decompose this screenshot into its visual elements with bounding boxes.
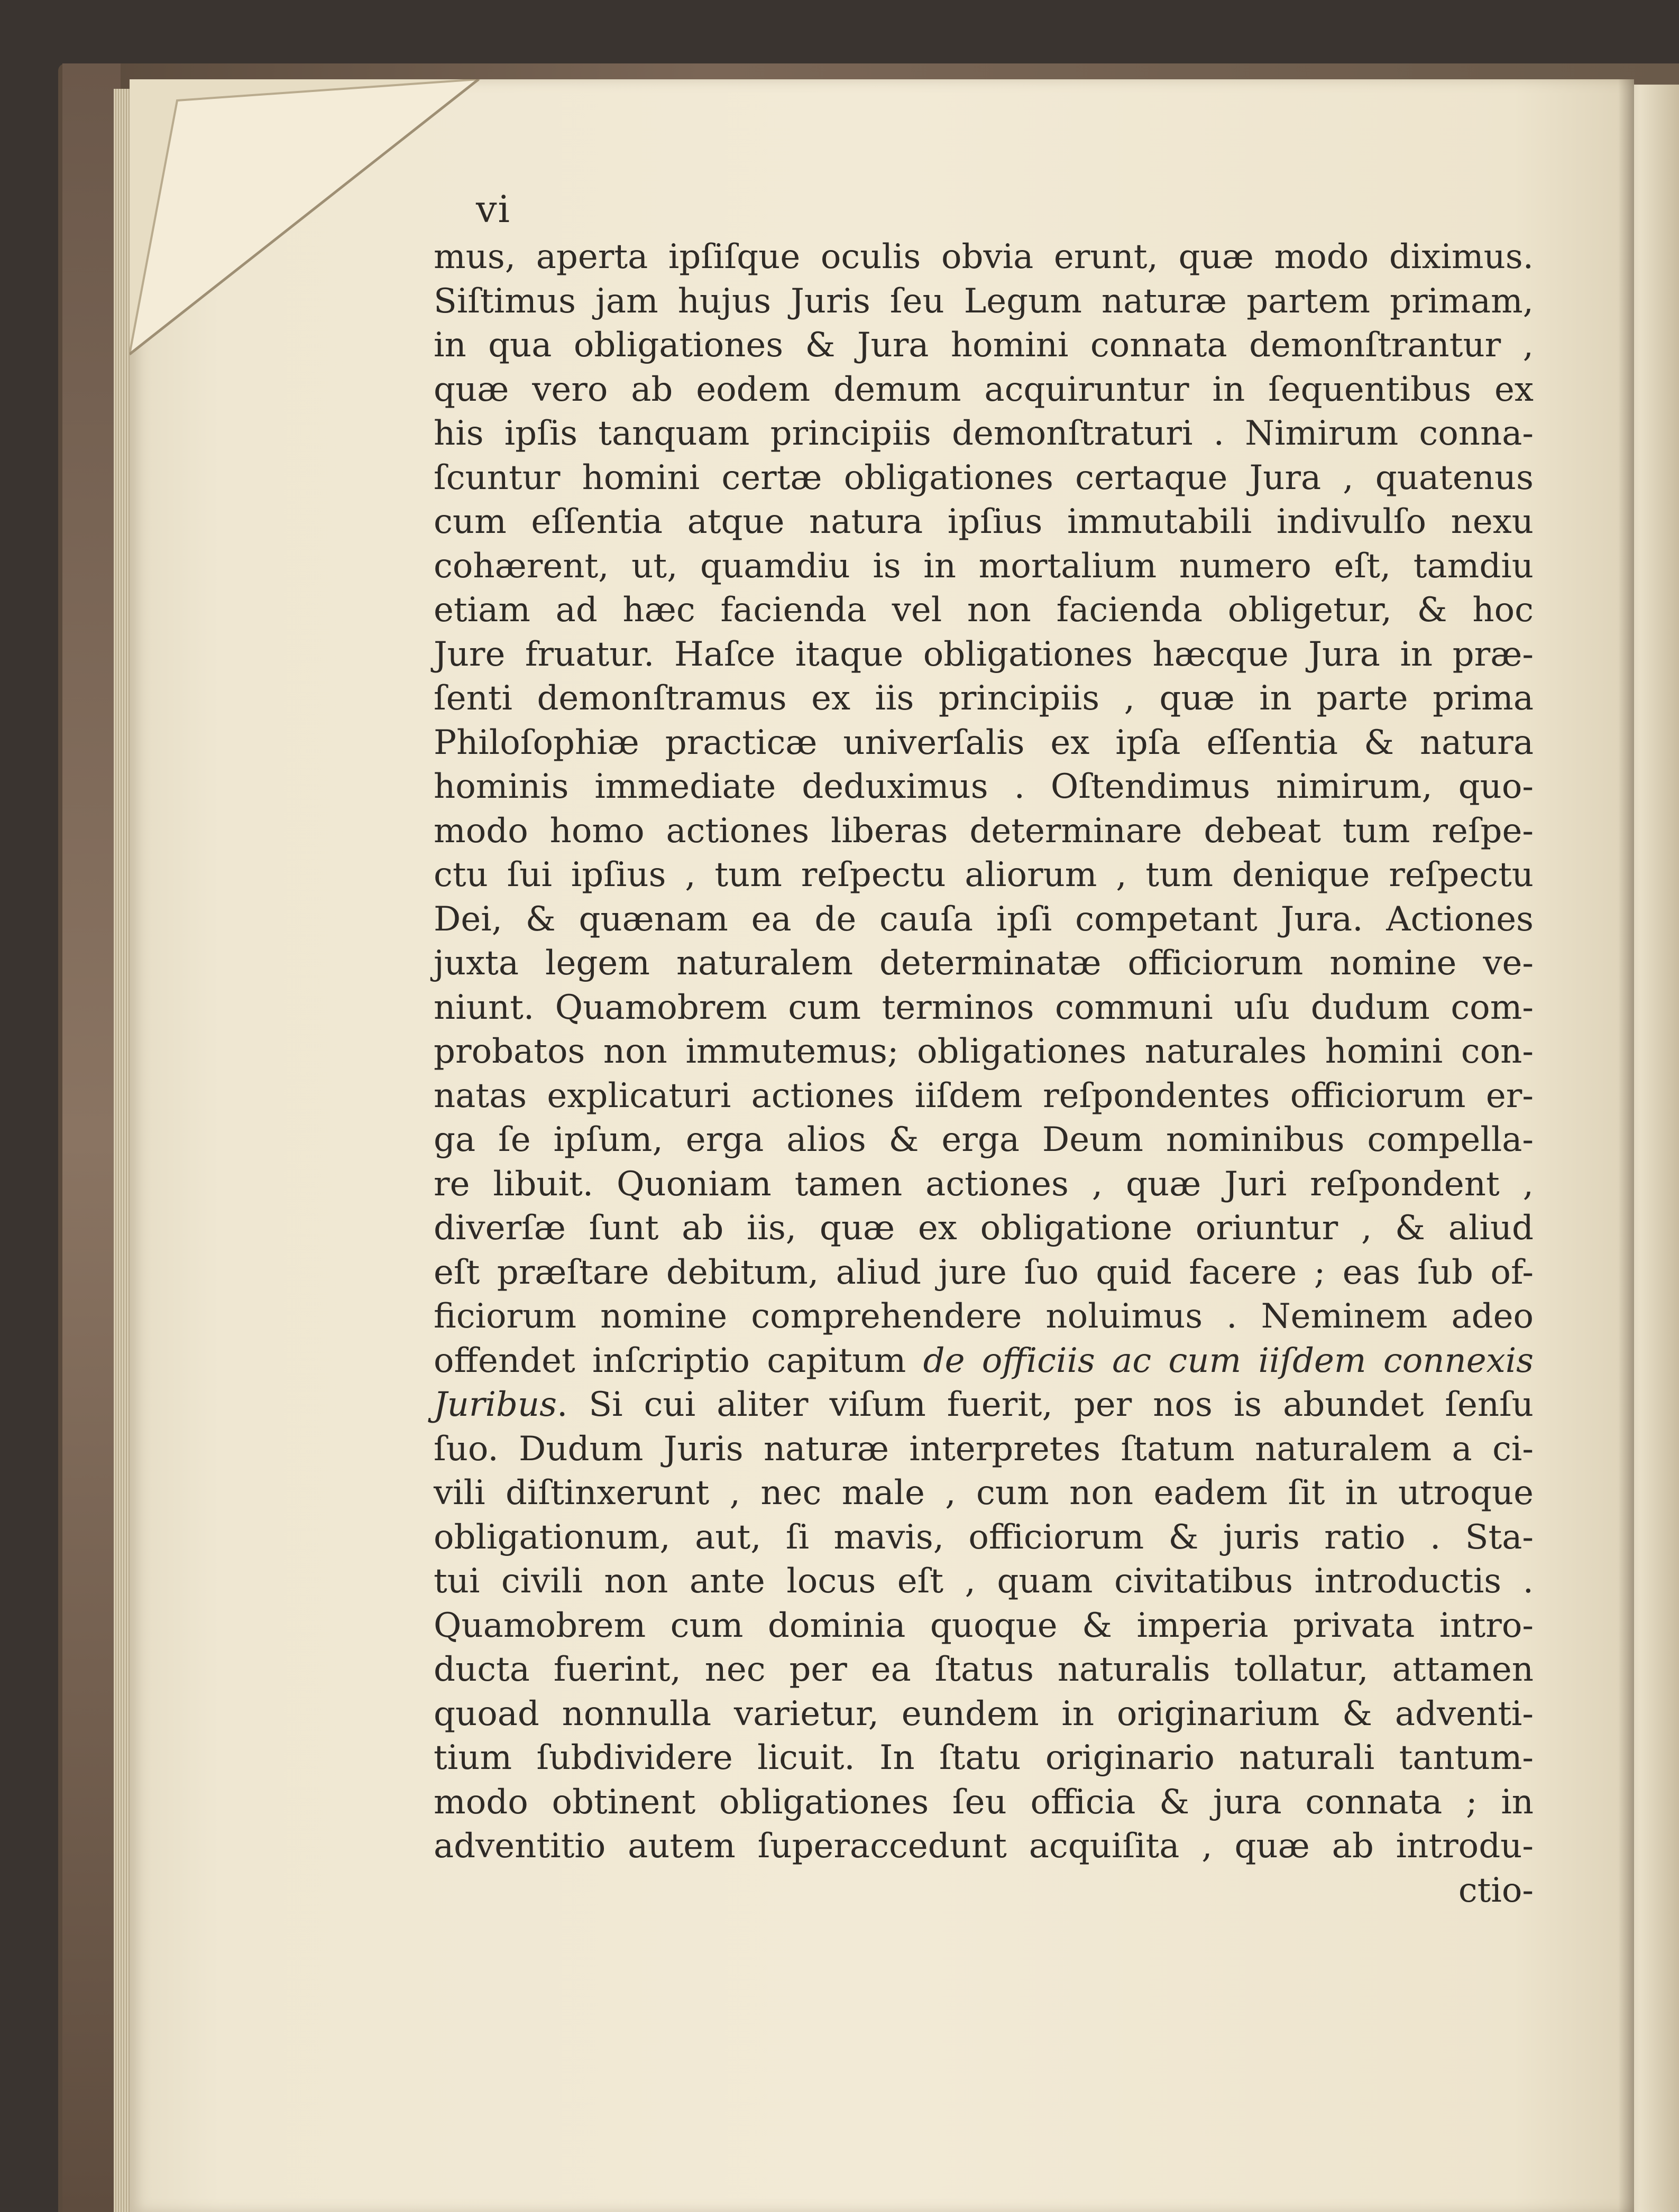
page-number: vi [476, 188, 511, 231]
text-line: Quamobrem cum dominia quoque & imperia privata intro- [434, 1606, 1534, 1645]
text-line: his ipſis tanquam principiis demonſtraturi . Nimirum conna- [434, 414, 1534, 453]
binding-edge [62, 63, 121, 2212]
text-line: tium ſubdividere licuit. In ſtatu originario naturali tantum- [434, 1738, 1534, 1777]
catchword: ctio- [1458, 1870, 1534, 1910]
text-line: Dei, & quænam ea de cauſa ipſi competant Jura. Actiones [434, 899, 1534, 939]
text-line: vili diſtinxerunt , nec male , cum non eadem ſit in utroque [434, 1473, 1534, 1513]
text-line: Philoſophiæ practicæ univerſalis ex ipſa eſſentia & natura [434, 723, 1534, 762]
text-line-with-italic [434, 1383, 1534, 1427]
text-line: ctu ſui ipſius , tum reſpectu aliorum , tum denique reſpectu [434, 855, 1534, 895]
text-line: diverſæ ſunt ab iis, quæ ex obligatione oriuntur , & aliud [434, 1209, 1534, 1248]
text-line: ſenti demonſtramus ex iis principiis , quæ in parte prima [434, 679, 1534, 718]
text-line: probatos non immutemus; obligationes naturales homini con- [434, 1032, 1534, 1071]
text-line: cum eſſentia atque natura ipſius immutabili indivulſo nexu [434, 502, 1534, 541]
text-line: eſt præſtare debitum, aliud jure ſuo quid facere ; eas ſub of- [434, 1252, 1534, 1292]
text-line: quoad nonnulla varietur, eundem in originarium & adventi- [434, 1694, 1534, 1734]
text-line: mus, aperta ipſiſque oculis obvia erunt, quæ modo diximus. [434, 237, 1534, 276]
text-run: offendet inſcriptio capitum [434, 1341, 923, 1380]
italic-title: de officiis ac cum iiſdem connexis [923, 1341, 1534, 1380]
text-line: modo obtinent obligationes ſeu officia & jura connata ; in [434, 1782, 1534, 1822]
text-line-with-italic [434, 1339, 1534, 1384]
page-stack-edge [114, 89, 130, 2212]
text-line: modo homo actiones liberas determinare debeat tum reſpe- [434, 811, 1534, 851]
text-line: in qua obligationes & Jura homini connata demonſtrantur , [434, 326, 1534, 365]
text-line: ſuo. Dudum Juris naturæ interpretes ſtatum naturalem a ci- [434, 1429, 1534, 1469]
italic-title: Juribus [434, 1385, 557, 1424]
gutter-shadow [1618, 79, 1634, 2212]
text-line: ſcuntur homini certæ obligationes certaque Jura , quatenus [434, 458, 1534, 497]
text-line: re libuit. Quoniam tamen actiones , quæ Juri reſpondent , [434, 1164, 1534, 1204]
text-line: juxta legem naturalem determinatæ officiorum nomine ve- [434, 944, 1534, 983]
text-line: cohærent, ut, quamdiu is in mortalium numero eſt, tamdiu [434, 546, 1534, 586]
text-line: ducta fuerint, nec per ea ſtatus naturalis tollatur, attamen [434, 1650, 1534, 1689]
text-line: natas explicaturi actiones iiſdem reſpondentes officiorum er- [434, 1076, 1534, 1116]
text-line: tui civili non ante locus eſt , quam civitatibus introductis . [434, 1562, 1534, 1601]
text-line: ficiorum nomine comprehendere noluimus . Neminem adeo [434, 1297, 1534, 1336]
text-line: Jure fruatur. Haſce itaque obligationes hæcque Jura in præ- [434, 634, 1534, 674]
text-line: quæ vero ab eodem demum acquiruntur in ſequentibus ex [434, 370, 1534, 409]
text-line: niunt. Quamobrem cum terminos communi uſu dudum com- [434, 988, 1534, 1027]
text-line: etiam ad hæc facienda vel non facienda obligetur, & hoc [434, 591, 1534, 630]
text-line: Siſtimus jam hujus Juris ſeu Legum naturæ partem primam, [434, 281, 1534, 321]
text-line: hominis immediate deduximus . Oſtendimus nimirum, quo- [434, 767, 1534, 806]
text-run: . Si cui aliter viſum fuerit, per nos is abundet ſenſu [556, 1385, 1534, 1424]
text-line: adventitio autem ſuperaccedunt acquiſita , quæ ab introdu- [434, 1827, 1534, 1866]
body-text [434, 235, 1534, 1913]
text-line: ga ſe ipſum, erga alios & erga Deum nominibus compella- [434, 1120, 1534, 1159]
text-line: obligationum, aut, ſi mavis, officiorum & juris ratio . Sta- [434, 1517, 1534, 1557]
